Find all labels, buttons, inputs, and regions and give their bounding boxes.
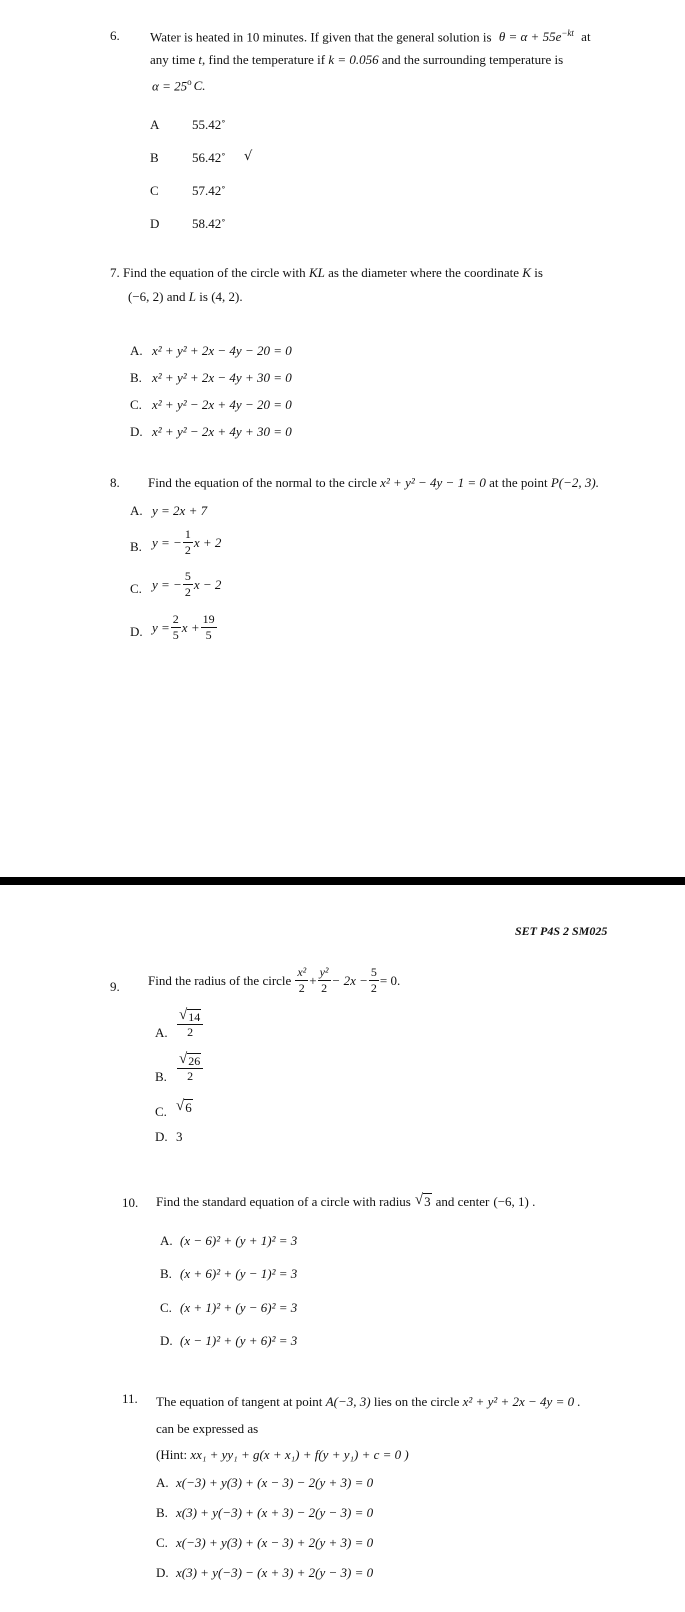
q9-option-value [176, 1008, 204, 1039]
fraction: $\frac{5}{2}$ [184, 569, 191, 599]
q9-option-value [176, 1099, 193, 1114]
q11-line2: can be expressed as [156, 1421, 259, 1436]
q10-option-eq: (x + 6)² + (y − 1)² = 3 [180, 1266, 298, 1281]
fraction: $\frac{5}{2}$ [370, 965, 377, 995]
q9-option-letter: A. [155, 1025, 168, 1040]
q9-line1: Find the radius of the circle $\frac{\text{x²}}{2}$ + $\frac{\text{y²}}{2}$ − 2x − $\frac{5}{2}$ = 0. [148, 965, 401, 995]
q6-option-value: 55.42˚ [192, 117, 226, 132]
fraction: $\frac{\text{x²}}{2}$ [297, 965, 307, 995]
q6-option-value: 56.42˚ [192, 150, 226, 165]
q8-option-letter: D. [130, 624, 143, 639]
q6-option-letter: C [150, 183, 159, 198]
q9-number: 9. [110, 979, 120, 994]
q10-option-eq: (x + 1)² + (y − 6)² = 3 [180, 1300, 298, 1315]
q6-option-letter: B [150, 150, 159, 165]
q11-option-eq: x(−3) + y(3) + (x − 3) + 2(y + 3) = 0 [176, 1535, 374, 1550]
q10-number: 10. [122, 1195, 139, 1210]
q11-option-letter: D. [156, 1565, 169, 1580]
fraction: √ 26 2 [177, 1052, 203, 1083]
q9-option-value [176, 1052, 204, 1083]
q10-option-letter: A. [160, 1233, 173, 1248]
sqrt-symbol: √ 14 [179, 1007, 201, 1024]
q9-option-letter: C. [155, 1104, 167, 1119]
q8-number: 8. [110, 475, 120, 490]
q7-line2: (−6, 2) and L is (4, 2). [128, 289, 243, 304]
q11-line1: The equation of tangent at point A(−3, 3) lies on the circle x² + y² + 2x − 4y = 0 . [156, 1394, 581, 1409]
q6-option-letter: D [150, 216, 160, 231]
q8-option-eq: y = − $\frac{1}{2}$ x + 2 [152, 527, 222, 557]
q11-option-letter: B. [156, 1505, 168, 1520]
q11-hint: (Hint: xx₁ + yy₁ + g(x + x₁) + f(y + y₁) + c = 0 ) [156, 1447, 409, 1462]
q7-option-letter: A. [130, 343, 143, 358]
q7-option-eq: x² + y² − 2x + 4y + 30 = 0 [152, 424, 292, 439]
q7-option-letter: C. [130, 397, 142, 412]
q8-option-letter: C. [130, 581, 142, 596]
q11-option-letter: C. [156, 1535, 168, 1550]
q7-line1: 7. Find the equation of the circle with KL as the diameter where the coordinate K is [110, 265, 543, 280]
q7-option-eq: x² + y² + 2x − 4y + 30 = 0 [152, 370, 292, 385]
q6-option-letter: A [150, 117, 160, 132]
checkmark-icon: √ [244, 149, 253, 164]
q8-option-letter: A. [130, 503, 143, 518]
q9-option-letter: D. [155, 1129, 168, 1144]
q6-number: 6. [110, 28, 120, 43]
q10-option-letter: D. [160, 1333, 173, 1348]
q6-line1: Water is heated in 10 minutes. If given that the general solution is $\theta = \alpha + 55e^{-kt}$ at [150, 28, 591, 45]
q11-option-eq: x(3) + y(−3) − (x + 3) + 2(y − 3) = 0 [176, 1565, 374, 1580]
q10-line1: Find the standard equation of a circle with radius √ 3 and center (−6, 1) . [156, 1192, 536, 1209]
page-divider [0, 877, 685, 885]
fraction: $\frac{\text{y²}}{2}$ [319, 965, 329, 995]
q9-option-letter: B. [155, 1069, 167, 1084]
sqrt-symbol: √ 26 [179, 1051, 201, 1068]
fraction: $\frac{19}{5}$ [202, 612, 215, 642]
q11-option-letter: A. [156, 1475, 169, 1490]
q11-option-eq: x(3) + y(−3) + (x + 3) − 2(y − 3) = 0 [176, 1505, 374, 1520]
q6-line3: $\alpha = 25^o$ C. [152, 77, 206, 94]
q11-number: 11. [122, 1391, 138, 1406]
q10-option-eq: (x − 6)² + (y + 1)² = 3 [180, 1233, 298, 1248]
q6-option-value: 57.42˚ [192, 183, 226, 198]
set-code: SET P4S 2 SM025 [515, 924, 608, 938]
q10-option-letter: C. [160, 1300, 172, 1315]
q6-option-value: 58.42˚ [192, 216, 226, 231]
q6-formula: θ = α + 55e [498, 29, 562, 45]
q8-option-eq: y = 2x + 7 [152, 503, 208, 518]
q11-option-eq: x(−3) + y(3) + (x − 3) − 2(y + 3) = 0 [176, 1475, 374, 1490]
fraction: $\frac{1}{2}$ [184, 527, 191, 557]
q8-line1: Find the equation of the normal to the circle x² + y² − 4y − 1 = 0 at the point P(−2, 3). [148, 475, 599, 490]
q7-option-letter: D. [130, 424, 143, 439]
q8-option-eq: y = $\frac{2}{5}$ x + $\frac{19}{5}$ [152, 612, 215, 642]
q10-option-eq: (x − 1)² + (y + 6)² = 3 [180, 1333, 298, 1348]
q8-option-eq: y = − $\frac{5}{2}$ x − 2 [152, 569, 222, 599]
q7-option-eq: x² + y² − 2x + 4y − 20 = 0 [152, 397, 292, 412]
q9-option-value: 3 [176, 1129, 183, 1144]
q6-line2: any time t, find the temperature if k = 0.056 and the surrounding temperature is [150, 52, 564, 67]
sqrt-symbol: √ 3 [414, 1192, 431, 1209]
q7-option-letter: B. [130, 370, 142, 385]
fraction: √ 14 2 [177, 1008, 203, 1039]
q10-option-letter: B. [160, 1266, 172, 1281]
sqrt-symbol: √ 6 [176, 1098, 192, 1115]
fraction: $\frac{2}{5}$ [172, 612, 179, 642]
q7-option-eq: x² + y² + 2x − 4y − 20 = 0 [152, 343, 292, 358]
q8-option-letter: B. [130, 539, 142, 554]
